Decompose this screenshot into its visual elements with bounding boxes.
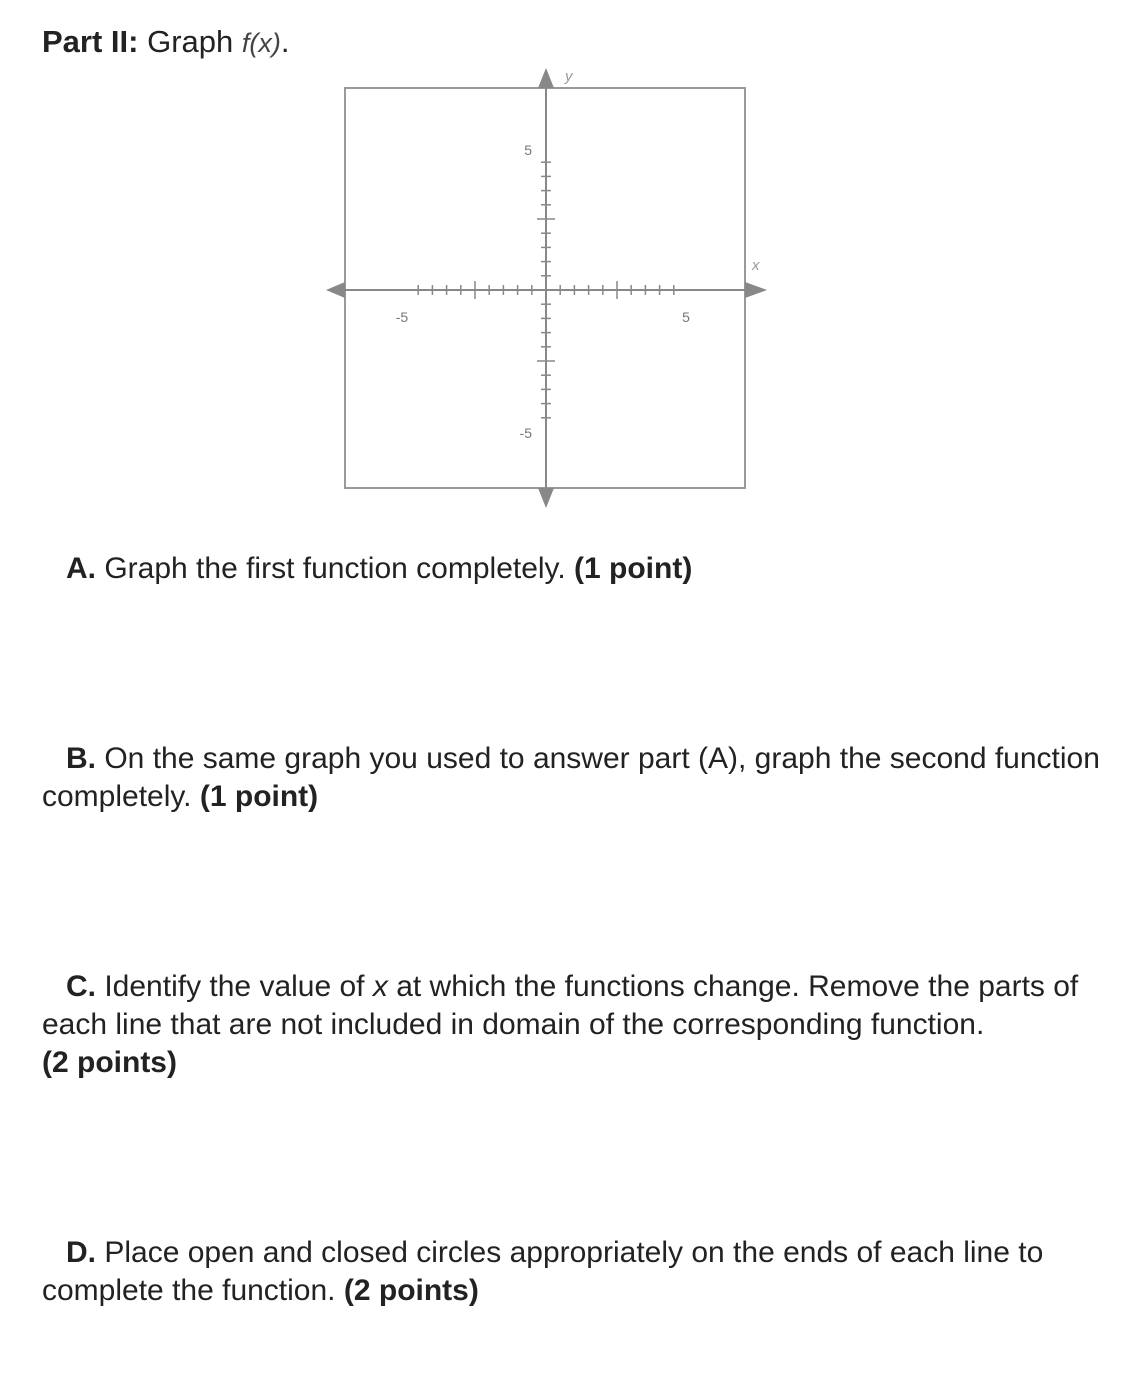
- x-tick-label-5: 5: [682, 309, 690, 325]
- y-tick-label-5: 5: [524, 142, 532, 158]
- y-axis-label: y: [565, 68, 573, 85]
- question-d: [42, 1234, 1122, 1310]
- question-b-points: (1 point): [199, 780, 319, 813]
- heading-text: Graph: [147, 24, 234, 59]
- question-a-points: (1 point): [574, 552, 693, 585]
- question-d-letter: D.: [66, 1236, 96, 1269]
- x-axis-label: x: [752, 257, 760, 274]
- x-tick-label-neg5: -5: [395, 309, 409, 325]
- question-c: [42, 968, 1122, 1082]
- question-a: [42, 550, 1122, 588]
- question-c-letter: C.: [66, 970, 96, 1003]
- question-b-letter: B.: [66, 742, 96, 775]
- y-axis-bottom-arrow: [538, 488, 554, 508]
- y-tick-label-neg5: -5: [519, 425, 532, 441]
- question-d-text: Place open and closed circles appropriately on the ends of each line to complete the function.: [42, 1236, 1044, 1307]
- question-c-points: (2 points): [42, 1046, 177, 1079]
- question-b-text: On the same graph you used to answer part (A), graph the second function completely.: [42, 742, 1100, 813]
- question-a-letter: A.: [66, 552, 96, 585]
- question-c-text-after: at which the functions change. Remove the parts of each line that are not included in domain of the corresponding function.: [42, 970, 1079, 1041]
- x-axis-left-arrow: [326, 282, 345, 298]
- y-axis-top-arrow: [538, 68, 554, 88]
- heading-period: .: [280, 24, 290, 59]
- coordinate-grid[interactable]: [0, 0, 1142, 520]
- question-d-points: (2 points): [343, 1274, 479, 1307]
- x-axis-right-arrow: [745, 282, 767, 298]
- function-name: f(x): [241, 28, 281, 58]
- question-c-text-before: Identify the value of: [104, 970, 365, 1003]
- question-a-text: Graph the first function completely.: [104, 552, 566, 585]
- part-label: Part II:: [42, 24, 139, 59]
- question-c-variable: x: [372, 970, 388, 1003]
- question-b: [42, 740, 1122, 816]
